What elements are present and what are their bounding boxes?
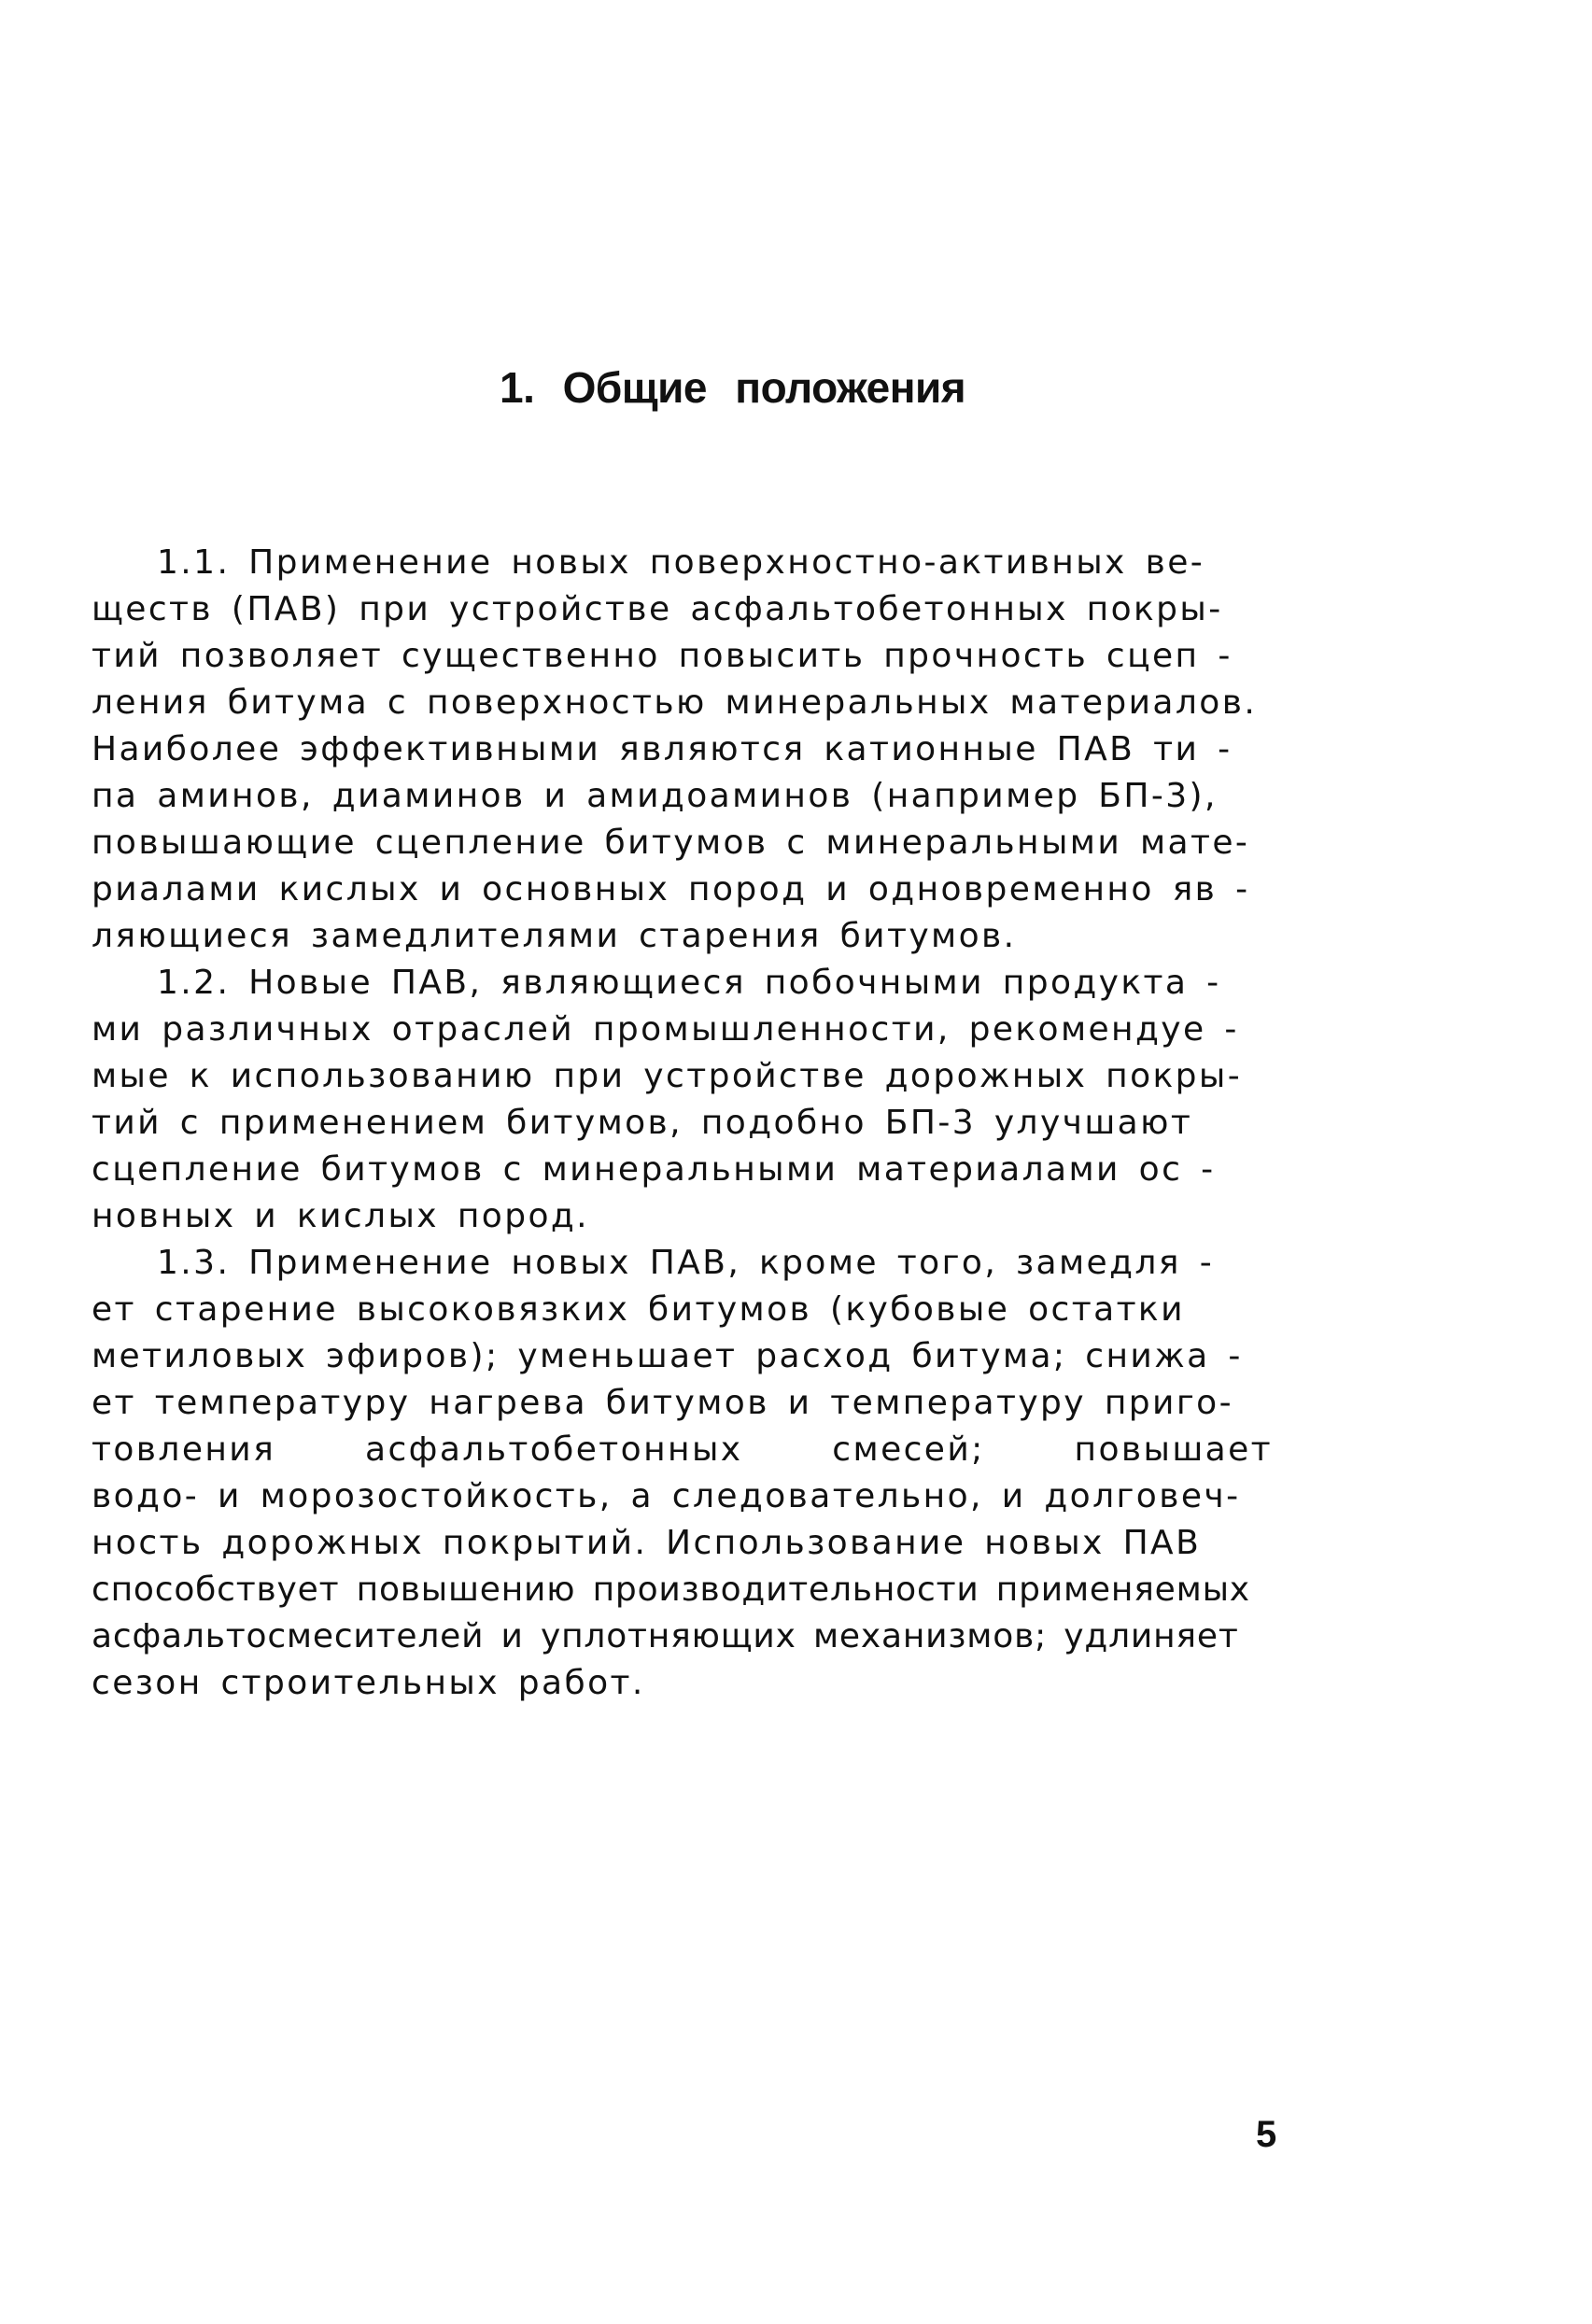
page-number: 5	[1256, 2114, 1277, 2155]
paragraph-line: 1.2. Новые ПАВ, являющиеся побочными продукта -	[157, 964, 1221, 1002]
paragraph-line: новных и кислых пород.	[92, 1197, 590, 1235]
paragraph-line: метиловых эфиров); уменьшает расход битума; снижа -	[92, 1337, 1243, 1375]
paragraph-line: ет температуру нагрева битумов и температуру приго-	[92, 1384, 1233, 1422]
paragraph-line: тий с применением битумов, подобно БП-3 улучшают	[92, 1104, 1193, 1142]
paragraph-line: способствует повышению производительности применяемых	[92, 1570, 1250, 1609]
paragraph-line: Наиболее эффективными являются катионные ПАВ ти -	[92, 730, 1233, 768]
paragraph-line: мые к использованию при устройстве дорожных покры-	[92, 1057, 1243, 1095]
paragraph-line: ществ (ПАВ) при устройстве асфальтобетонных покры-	[92, 590, 1223, 628]
paragraph-line: повышающие сцепление битумов с минеральными мате-	[92, 824, 1250, 862]
paragraph-line: водо- и морозостойкость, а следовательно, и долговеч-	[92, 1477, 1241, 1515]
paragraph-line: асфальтосмесителей и уплотняющих механизмов; удлиняет	[92, 1617, 1239, 1655]
paragraph-line: 1.3. Применение новых ПАВ, кроме того, замедля -	[157, 1244, 1215, 1282]
paragraph-line: па аминов, диаминов и амидоаминов (например БП-3),	[92, 777, 1218, 815]
section-heading: 1. Общие положения	[500, 363, 966, 412]
paragraph-line: 1.1. Применение новых поверхностно-активных ве-	[157, 543, 1205, 582]
paragraph-line: ет старение высоковязких битумов (кубовые остатки	[92, 1290, 1185, 1329]
paragraph-line: сезон строительных работ.	[92, 1664, 645, 1702]
paragraph-line: ность дорожных покрытий. Использование новых ПАВ	[92, 1524, 1202, 1562]
paragraph-line: товления асфальтобетонных смесей; повышает	[92, 1430, 1274, 1469]
paragraph-line: ления битума с поверхностью минеральных материалов.	[92, 683, 1258, 722]
paragraph-line: ляющиеся замедлителями старения битумов.	[92, 917, 1017, 955]
paragraph-line: ми различных отраслей промышленности, рекомендуе -	[92, 1010, 1239, 1049]
paragraph-line: сцепление битумов с минеральными материалами ос -	[92, 1150, 1216, 1189]
paragraph-line: тий позволяет существенно повысить прочность сцеп -	[92, 637, 1233, 675]
paragraph-line: риалами кислых и основных пород и одновременно яв -	[92, 870, 1250, 908]
